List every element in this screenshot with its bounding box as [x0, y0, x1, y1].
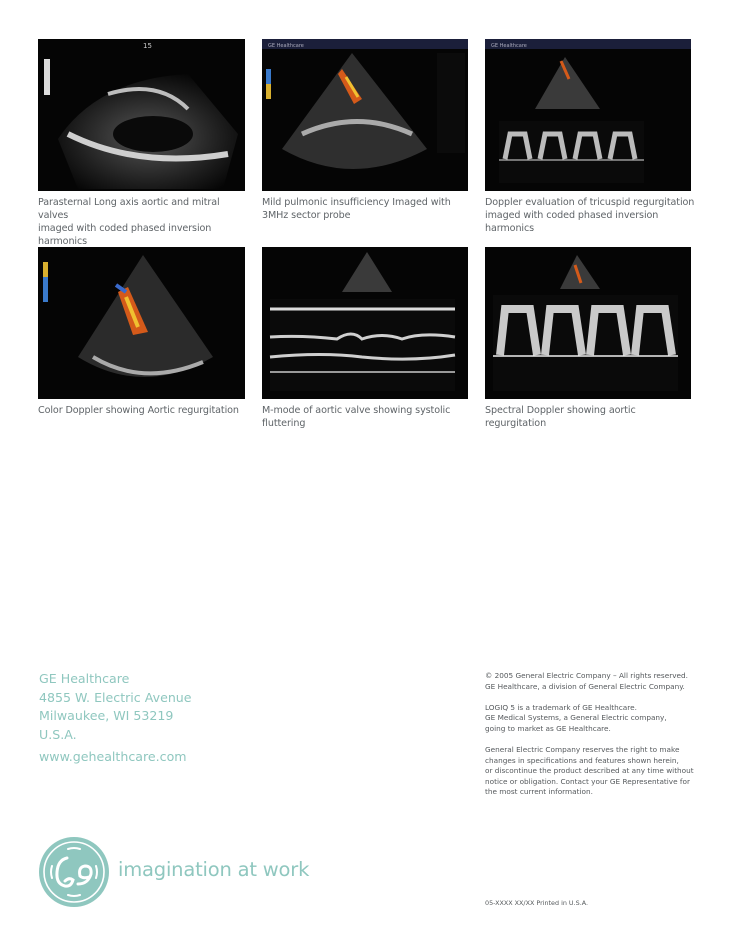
country: U.S.A. [39, 726, 77, 742]
ultrasound-image-m-mode [262, 247, 468, 399]
ultrasound-image-color-doppler [38, 247, 245, 399]
website-link[interactable]: www.gehealthcare.com [39, 749, 187, 764]
company-name: GE Healthcare [39, 671, 130, 686]
caption-m-mode: M-mode of aortic valve showing systolic fluttering [262, 405, 451, 429]
tagline: imagination at work [118, 858, 310, 881]
legal-notice [485, 671, 715, 808]
caption-pulmonic: Mild pulmonic insufficiency Imaged with 3MHz sector probe [262, 197, 451, 221]
caption-spectral-doppler: Spectral Doppler showing aortic regurgitation [485, 405, 636, 429]
ultrasound-image-pulmonic [262, 39, 468, 191]
caption-tricuspid: Doppler evaluation of tricuspid regurgitation imaged with coded phased inversion harmonics [485, 197, 695, 234]
ge-logo-icon [38, 836, 110, 908]
company-address [39, 670, 192, 767]
trademark-notice: LOGIQ 5 is a trademark of GE Healthcare. GE Medical Systems, a General Electric company, going to market as GE Healthcare. [485, 702, 667, 733]
ultrasound-image-spectral-doppler [485, 247, 691, 399]
city-state-zip: Milwaukee, WI 53219 [39, 708, 174, 723]
svg-text:GE Healthcare: GE Healthcare [268, 43, 304, 49]
copyright-notice: © 2005 General Electric Company – All rights reserved. GE Healthcare, a division of General Electric Company. [485, 671, 688, 691]
ultrasound-image-parasternal [38, 39, 245, 191]
disclaimer-notice: General Electric Company reserves the right to make changes in specifications and features shown herein, or discontinue the product described at any time without notice or obligation. Contact your GE Representative for the most current information. [485, 744, 694, 797]
ultrasound-image-tricuspid [485, 39, 691, 191]
svg-text:15: 15 [143, 42, 152, 50]
publication-code: 05-XXXX XX/XX Printed in U.S.A. [485, 899, 589, 907]
caption-color-doppler: Color Doppler showing Aortic regurgitation [38, 405, 239, 416]
street-address: 4855 W. Electric Avenue [39, 689, 192, 705]
caption-parasternal: Parasternal Long axis aortic and mitral valves imaged with coded phased inversion harmonics [38, 197, 220, 247]
svg-text:GE Healthcare: GE Healthcare [491, 43, 527, 49]
